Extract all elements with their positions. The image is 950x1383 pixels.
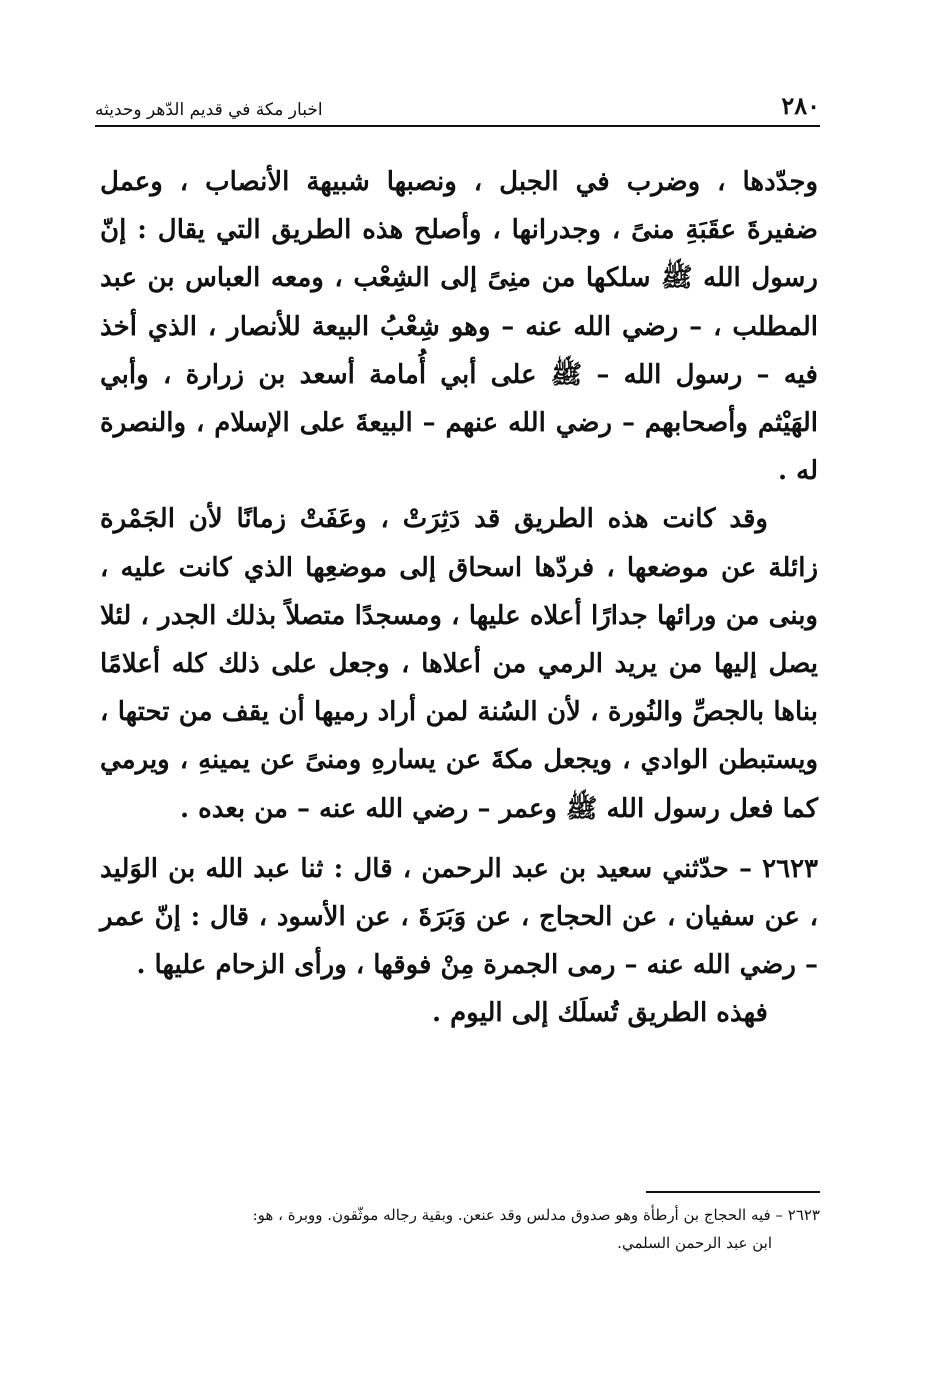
footnote [100, 1201, 820, 1257]
paragraph-1: وجدّدها ، وضرب في الجبل ، ونصبها شبيهة الأنصاب ، وعمل ضفيرةَ عقَبَةِ منىً ، وجدرانها ، وأصلح هذه الطريق التي يقال : إنّ رسول الله ﷺ سلكها من منِىً إلى الشِعْب ، ومعه العباس بن عبد المطلب ، – رضي الله عنه – وهو شِعْبُ البيعة للأنصار ، الذي أخذ فيه – رسول الله – ﷺ على أبي أُمامة أسعد بن زرارة ، وأبي الهَيْثم وأصحابهم – رضي الله عنهم – البيعةَ على الإسلام ، والنصرة له . [100, 167, 818, 487]
paragraph-4: فهذه الطريق تُسلَك إلى اليوم . [431, 998, 768, 1029]
footnote-2623 [100, 1201, 820, 1257]
main-text [100, 158, 818, 1038]
footnote-line-1: ٢٦٢٣ – فيه الحجاج بن أرطأة وهو صدوق مدلس وقد عنعن. وبقية رجاله موثّقون. ووبرة ، هو: [252, 1206, 820, 1224]
footnote-divider [646, 1191, 820, 1193]
paragraph-hadith-2623: ٢٦٢٣ – حدّثني سعيد بن عبد الرحمن ، قال : ثنا عبد الله بن الوَليد ، عن سفيان ، عن الحجاج ، عن وَبَرَةَ ، عن الأسود ، قال : إنّ عمر – رضي الله عنه – رمى الجمرة مِنْ فوقها ، ورأى الزحام عليها . [100, 853, 818, 981]
footnote-line-2: ابن عبد الرحمن السلمي. [617, 1234, 772, 1252]
page-number: ٢٨٠ [781, 91, 820, 120]
header-divider [95, 125, 820, 127]
page-header [95, 86, 820, 120]
running-title: اخبار مكة في قديم الدّهر وحديثه [95, 100, 323, 120]
paragraph-2: وقد كانت هذه الطريق قد دَثِرَتْ ، وعَفَتْ زمانًا لأن الجَمْرة زائلة عن موضعها ، فردّها اسحاق إلى موضعِها الذي كانت عليه ، وبنى من ورائها جدارًا أعلاه عليها ، ومسجدًا متصلاً بذلك الجدر ، لئلا يصل إليها من يريد الرمي من أعلاها ، وجعل على ذلك كله أعلامًا بناها بالجصِّ والنُورة ، لأن السُنة لمن أراد رميها أن يقف من تحتها ، ويستبطن الوادي ، ويجعل مكةَ عن يسارهِ ومنىً عن يمينهِ ، ويرمي كما فعل رسول الله ﷺ وعمر – رضي الله عنه – من بعده . [100, 504, 818, 824]
